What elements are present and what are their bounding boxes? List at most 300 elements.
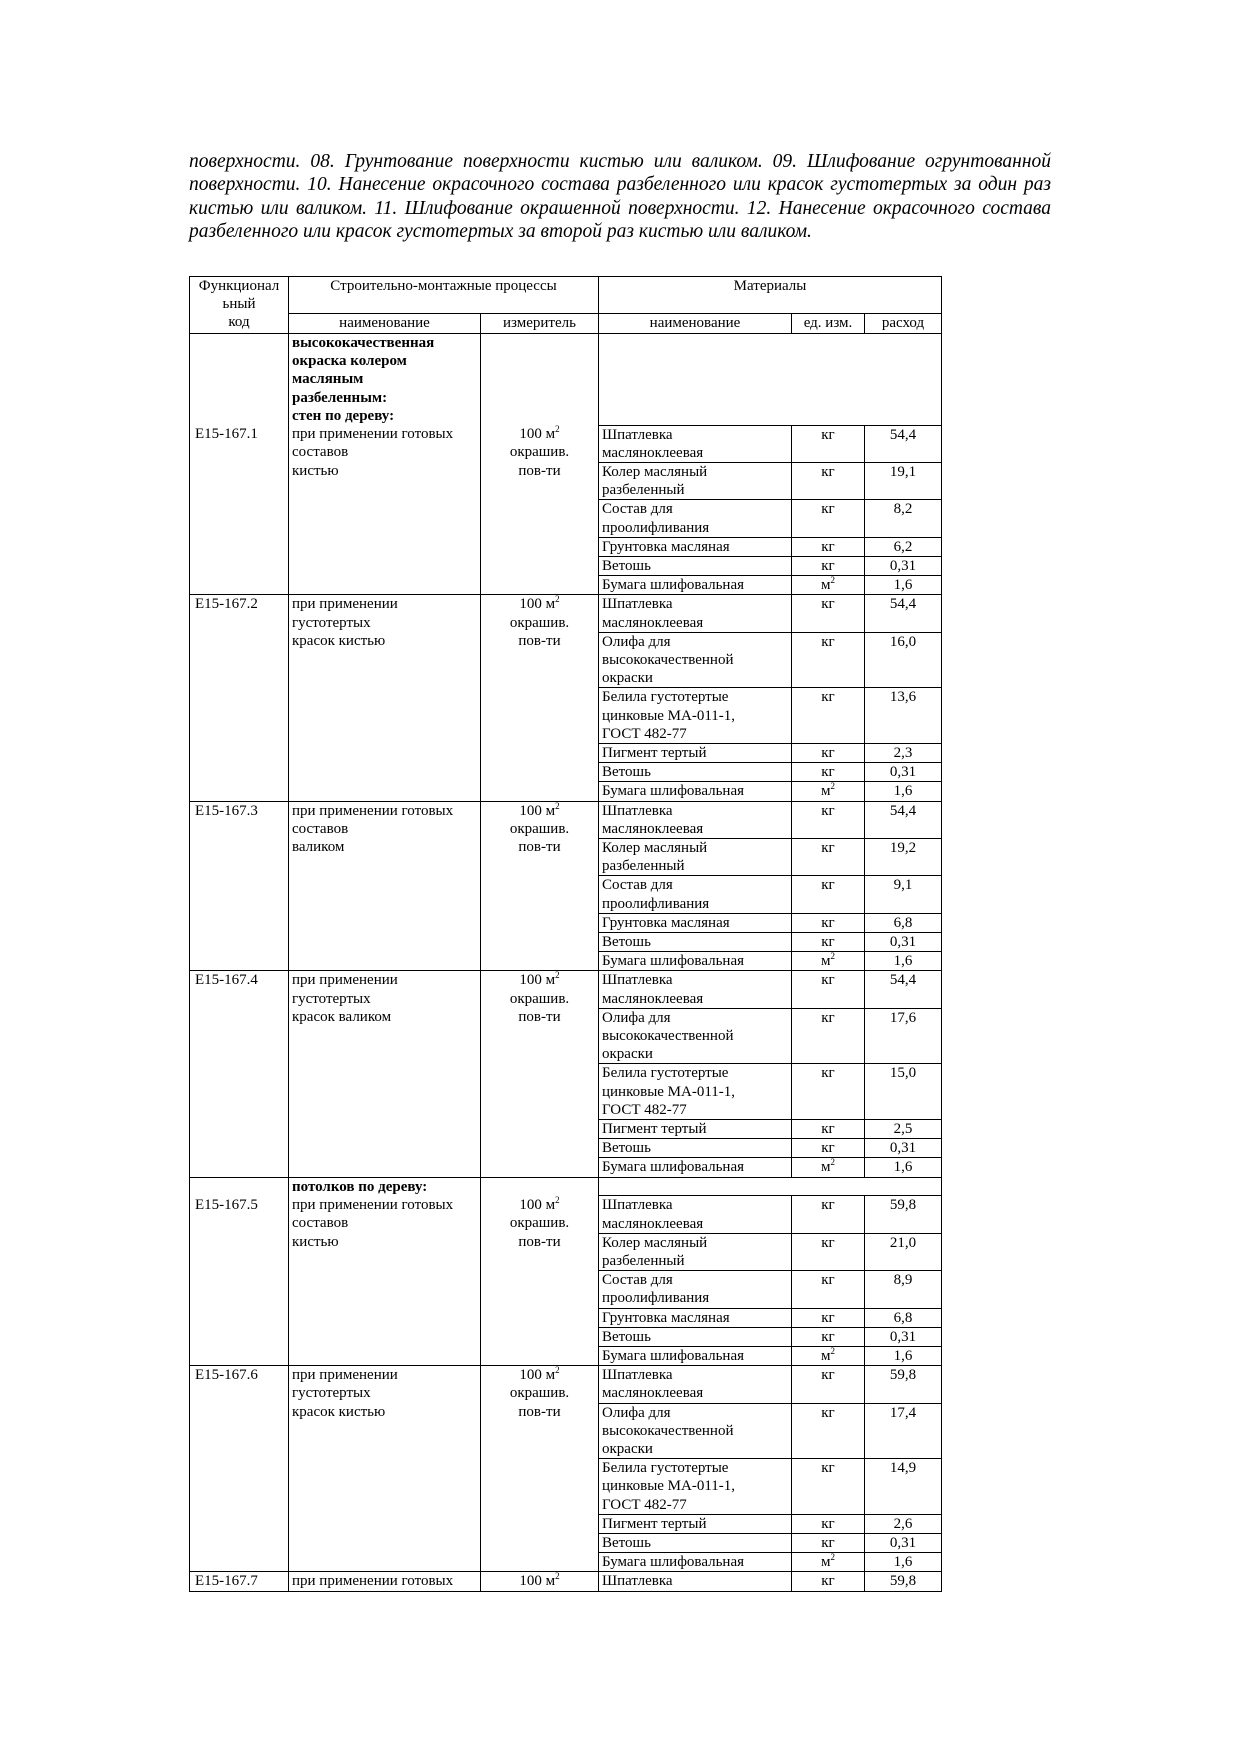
material-name-line: проолифливания xyxy=(602,1290,710,1307)
func-code: Е15-167.3 xyxy=(190,801,289,838)
measure-cell-empty xyxy=(481,688,599,744)
measure-cell-empty xyxy=(481,763,599,782)
measure-line xyxy=(484,1196,595,1214)
unit-text: м xyxy=(821,1347,831,1364)
material-name xyxy=(599,838,792,875)
material-name-line: Пигмент тертый xyxy=(602,1515,707,1532)
unit-text: кг xyxy=(821,633,835,650)
material-name-line: Бумага шлифовальная xyxy=(602,953,745,970)
process-cell-empty xyxy=(289,1403,481,1459)
unit-text: м xyxy=(821,953,831,970)
process-line: составов xyxy=(292,820,349,837)
material-unit xyxy=(792,1271,865,1308)
table-row xyxy=(190,1534,942,1553)
material-name xyxy=(599,1553,792,1572)
unit-text: кг xyxy=(821,1460,835,1477)
section-heading-walls xyxy=(289,334,481,426)
material-unit xyxy=(792,1366,865,1403)
material-name-line: Пигмент тертый xyxy=(602,1121,707,1138)
material-unit xyxy=(792,556,865,575)
material-name-line: цинковые МА-011-1, xyxy=(602,707,736,724)
measure-sup: 2 xyxy=(555,970,560,981)
unit-text: кг xyxy=(821,1197,835,1214)
material-name-line: Грунтовка масляная xyxy=(602,914,730,931)
process-cell-empty xyxy=(289,876,481,913)
code-cell-empty xyxy=(190,556,289,575)
process-name xyxy=(289,1366,481,1403)
material-quantity: 0,31 xyxy=(865,1534,942,1553)
material-quantity: 19,1 xyxy=(865,462,942,499)
code-cell-empty xyxy=(190,952,289,971)
process-cell-empty xyxy=(289,763,481,782)
process-cell-empty xyxy=(289,1158,481,1177)
material-quantity: 8,2 xyxy=(865,500,942,537)
material-unit xyxy=(792,1572,865,1591)
code-cell-empty xyxy=(190,1346,289,1365)
code-cell-empty xyxy=(190,632,289,688)
material-name-line: масляноклеевая xyxy=(602,614,704,631)
code-cell-empty xyxy=(190,1553,289,1572)
material-quantity: 8,9 xyxy=(865,1271,942,1308)
table-row xyxy=(190,1271,942,1308)
table-row xyxy=(190,1064,942,1120)
material-name-line: Олифа для xyxy=(602,1009,671,1026)
process-cell-empty xyxy=(289,1139,481,1158)
table-row xyxy=(190,876,942,913)
process-line: кистью xyxy=(292,463,339,480)
measure-line: окрашив. xyxy=(509,614,570,631)
table-row xyxy=(190,1553,942,1572)
material-quantity: 1,6 xyxy=(865,1553,942,1572)
measure-line: пов-ти xyxy=(518,1234,561,1251)
table-row xyxy=(190,632,942,688)
materials-cell-empty xyxy=(599,334,942,426)
process-cell-empty xyxy=(289,1308,481,1327)
process-line: красок валиком xyxy=(292,1009,392,1026)
process-cell-empty xyxy=(289,743,481,762)
measure-line xyxy=(484,1366,595,1384)
measure-cell-empty xyxy=(481,500,599,537)
code-cell-empty xyxy=(190,1271,289,1308)
material-name xyxy=(599,688,792,744)
unit-text: кг xyxy=(821,538,835,555)
process-cell-empty xyxy=(289,1346,481,1365)
code-cell-empty xyxy=(190,1233,289,1270)
table-row xyxy=(190,1514,942,1533)
measure-text: 100 м xyxy=(519,972,556,989)
material-name xyxy=(599,1459,792,1515)
material-unit xyxy=(792,1196,865,1233)
process-measure xyxy=(481,1572,599,1591)
measure-cell-empty xyxy=(481,1158,599,1177)
material-name-line: высококачественной xyxy=(602,1028,734,1045)
table-row xyxy=(190,1366,942,1403)
measure-sup: 2 xyxy=(555,424,560,435)
unit-text: кг xyxy=(821,802,835,819)
material-quantity: 9,1 xyxy=(865,876,942,913)
func-code: Е15-167.4 xyxy=(190,971,289,1008)
material-unit xyxy=(792,743,865,762)
material-name xyxy=(599,556,792,575)
material-name-line: высококачественной xyxy=(602,651,734,668)
process-line: при применении xyxy=(292,596,398,613)
code-cell-empty xyxy=(190,1459,289,1515)
material-name xyxy=(599,933,792,952)
material-name-line: Состав для xyxy=(602,501,673,518)
material-quantity: 21,0 xyxy=(865,1233,942,1270)
material-quantity: 17,4 xyxy=(865,1403,942,1459)
material-name xyxy=(599,1064,792,1120)
process-cell-empty xyxy=(289,688,481,744)
material-name-line: Ветошь xyxy=(602,934,651,950)
material-name-line: Ветошь xyxy=(602,1328,651,1345)
func-code: Е15-167.5 xyxy=(190,1196,289,1233)
measure-text: 100 м xyxy=(519,802,556,819)
measure-line: пов-ти xyxy=(518,1009,561,1026)
code-cell-empty xyxy=(190,876,289,913)
unit-text: кг xyxy=(821,1535,835,1551)
material-unit xyxy=(792,838,865,875)
material-name xyxy=(599,1534,792,1553)
process-measure xyxy=(481,1366,599,1403)
material-unit xyxy=(792,876,865,913)
process-name xyxy=(289,971,481,1008)
process-line: густотертых xyxy=(292,1385,371,1402)
code-cell-empty xyxy=(190,913,289,932)
process-cell-empty xyxy=(289,1064,481,1120)
unit-text: кг xyxy=(821,557,835,574)
measure-cell-empty xyxy=(481,1233,599,1270)
measure-cell-empty xyxy=(481,462,599,499)
process-line: при применении готовых xyxy=(292,1196,454,1213)
material-quantity: 17,6 xyxy=(865,1008,942,1064)
material-name-line: ГОСТ 482-77 xyxy=(602,1496,687,1513)
process-cell-empty xyxy=(289,933,481,952)
material-name-line: Белила густотертые xyxy=(602,689,729,706)
code-cell-empty xyxy=(190,537,289,556)
material-name xyxy=(599,1139,792,1158)
code-cell-empty xyxy=(190,1327,289,1346)
material-quantity: 54,4 xyxy=(865,595,942,632)
table-row xyxy=(190,1196,942,1233)
measure-cell-empty xyxy=(481,1346,599,1365)
material-name-line: Олифа для xyxy=(602,633,671,650)
process-cell-empty xyxy=(289,462,481,499)
material-unit xyxy=(792,1064,865,1120)
unit-sup: 2 xyxy=(830,781,835,792)
unit-sup: 2 xyxy=(830,1157,835,1168)
process-cell-empty xyxy=(289,632,481,688)
material-quantity: 16,0 xyxy=(865,632,942,688)
table-row xyxy=(190,1158,942,1177)
func-code: Е15-167.1 xyxy=(190,425,289,462)
material-name-line: Шпатлевка xyxy=(602,596,673,613)
process-cell-empty xyxy=(289,1534,481,1553)
material-quantity: 6,8 xyxy=(865,913,942,932)
unit-text: м xyxy=(821,1159,831,1176)
material-name-line: Колер масляный xyxy=(602,1234,708,1251)
measure-line: окрашив. xyxy=(509,990,570,1007)
measure-line xyxy=(484,1572,595,1590)
material-name-line: ГОСТ 482-77 xyxy=(602,725,687,742)
measure-cell-empty xyxy=(481,1308,599,1327)
material-name-line: Бумага шлифовальная xyxy=(602,577,745,594)
measure-line: пов-ти xyxy=(518,463,561,480)
header-processes: Строительно-монтажные процессы xyxy=(289,277,599,314)
material-name-line: проолифливания xyxy=(602,895,710,912)
table-row xyxy=(190,1403,942,1459)
unit-text: кг xyxy=(821,1367,835,1384)
material-quantity: 0,31 xyxy=(865,763,942,782)
material-name-line: Шпатлевка xyxy=(602,1573,673,1590)
section-heading-row xyxy=(190,1177,942,1196)
section-heading-line: потолков по дереву: xyxy=(292,1178,428,1195)
measure-cell-empty xyxy=(481,537,599,556)
process-name xyxy=(289,1572,481,1591)
table-row xyxy=(190,763,942,782)
material-name xyxy=(599,1346,792,1365)
material-quantity: 2,5 xyxy=(865,1120,942,1139)
material-name-line: масляноклеевая xyxy=(602,1215,704,1232)
header-func-code: Функционал ьный код xyxy=(190,277,289,334)
code-cell-empty xyxy=(190,763,289,782)
measure-line: окрашив. xyxy=(509,1385,570,1402)
process-line: кистью xyxy=(292,1234,339,1251)
measure-cell-empty xyxy=(481,913,599,932)
measure-sup: 2 xyxy=(555,1194,560,1205)
material-name-line: масляноклеевая xyxy=(602,820,704,837)
measure-cell-empty xyxy=(481,782,599,801)
table-row xyxy=(190,782,942,801)
measure-line: окрашив. xyxy=(509,444,570,461)
material-name-line: Грунтовка масляная xyxy=(602,1309,730,1326)
material-quantity: 0,31 xyxy=(865,1327,942,1346)
code-cell-empty xyxy=(190,462,289,499)
material-unit xyxy=(792,1534,865,1553)
measure-cell-empty xyxy=(481,1327,599,1346)
table-row xyxy=(190,1233,942,1270)
code-cell-empty xyxy=(190,838,289,875)
table-row xyxy=(190,1120,942,1139)
measure-cell-empty xyxy=(481,933,599,952)
unit-text: кг xyxy=(821,1121,835,1138)
process-cell-empty xyxy=(289,1233,481,1270)
func-code: Е15-167.6 xyxy=(190,1366,289,1403)
table-row xyxy=(190,1327,942,1346)
material-name-line: ГОСТ 482-77 xyxy=(602,1101,687,1118)
material-quantity: 0,31 xyxy=(865,1139,942,1158)
material-unit xyxy=(792,576,865,595)
unit-text: кг xyxy=(821,1328,835,1345)
measure-sup: 2 xyxy=(555,800,560,811)
subheader-name: наименование xyxy=(289,314,481,334)
material-quantity: 54,4 xyxy=(865,425,942,462)
measure-text: 100 м xyxy=(519,1367,556,1384)
table-row xyxy=(190,971,942,1008)
material-unit xyxy=(792,595,865,632)
measure-line: пов-ти xyxy=(518,633,561,650)
measure-line: пов-ти xyxy=(518,839,561,856)
unit-text: кг xyxy=(821,744,835,761)
unit-text: кг xyxy=(821,839,835,856)
material-name-line: разбеленный xyxy=(602,482,685,499)
material-name xyxy=(599,1158,792,1177)
process-cell-empty xyxy=(289,1327,481,1346)
material-name-line: Бумага шлифовальная xyxy=(602,1347,745,1364)
process-cell-empty xyxy=(289,913,481,932)
process-measure xyxy=(481,801,599,838)
section-heading-line: масляным xyxy=(292,371,364,388)
process-line: составов xyxy=(292,1215,349,1232)
material-name-line: Белила густотертые xyxy=(602,1065,729,1082)
material-name-line: цинковые МА-011-1, xyxy=(602,1478,736,1495)
process-cell-empty xyxy=(289,1459,481,1515)
table-row xyxy=(190,425,942,462)
material-name xyxy=(599,971,792,1008)
unit-text: кг xyxy=(821,1309,835,1326)
material-quantity: 15,0 xyxy=(865,1064,942,1120)
code-cell-empty xyxy=(190,688,289,744)
material-quantity: 6,2 xyxy=(865,537,942,556)
material-name-line: окраски xyxy=(602,1046,653,1063)
material-name xyxy=(599,500,792,537)
section-heading-line: окраска колером xyxy=(292,353,407,370)
code-cell-empty xyxy=(190,1534,289,1553)
unit-text: кг xyxy=(821,764,835,781)
table-row xyxy=(190,500,942,537)
process-cell-empty xyxy=(289,1271,481,1308)
material-quantity: 2,6 xyxy=(865,1514,942,1533)
measure-sup: 2 xyxy=(555,1571,560,1582)
measure-cell-empty xyxy=(481,1008,599,1064)
unit-text: кг xyxy=(821,1140,835,1157)
unit-text: кг xyxy=(821,1009,835,1026)
material-name-line: Бумага шлифовальная xyxy=(602,1554,745,1571)
measure-line: окрашив. xyxy=(509,1215,570,1232)
material-quantity: 1,6 xyxy=(865,952,942,971)
table-row xyxy=(190,576,942,595)
material-quantity: 54,4 xyxy=(865,971,942,1008)
process-cell-empty xyxy=(289,1514,481,1533)
material-name-line: Состав для xyxy=(602,877,673,894)
code-cell-empty xyxy=(190,1064,289,1120)
measure-line: окрашив. xyxy=(509,820,570,837)
material-unit xyxy=(792,425,865,462)
material-unit xyxy=(792,1514,865,1533)
material-name-line: окраски xyxy=(602,1440,653,1457)
material-name-line: масляноклеевая xyxy=(602,1385,704,1402)
measure-cell-empty xyxy=(481,1553,599,1572)
subheader-measure: измеритель xyxy=(481,314,599,334)
process-line: при применении xyxy=(292,1367,398,1384)
measure-cell-empty xyxy=(481,1459,599,1515)
code-cell-empty xyxy=(190,1403,289,1459)
process-cell-empty xyxy=(289,782,481,801)
material-name xyxy=(599,462,792,499)
material-unit xyxy=(792,462,865,499)
material-name xyxy=(599,913,792,932)
material-name xyxy=(599,763,792,782)
material-name xyxy=(599,595,792,632)
material-unit xyxy=(792,913,865,932)
process-name xyxy=(289,595,481,632)
material-name xyxy=(599,1327,792,1346)
code-cell-empty xyxy=(190,782,289,801)
process-name xyxy=(289,1196,481,1233)
material-unit xyxy=(792,782,865,801)
material-name xyxy=(599,425,792,462)
unit-sup: 2 xyxy=(830,1345,835,1356)
measure-line xyxy=(484,425,595,443)
unit-text: кг xyxy=(821,689,835,706)
measure-cell-empty xyxy=(481,1177,599,1196)
material-unit xyxy=(792,1120,865,1139)
measure-line xyxy=(484,595,595,613)
material-name-line: Колер масляный xyxy=(602,839,708,856)
section-heading-ceilings xyxy=(289,1177,481,1196)
material-name-line: Грунтовка масляная xyxy=(602,538,730,555)
measure-text: 100 м xyxy=(519,1573,556,1590)
table-row xyxy=(190,838,942,875)
table-row xyxy=(190,462,942,499)
material-name xyxy=(599,952,792,971)
norms-table xyxy=(189,276,942,1592)
process-cell-empty xyxy=(289,556,481,575)
material-quantity: 54,4 xyxy=(865,801,942,838)
section-heading-line: стен по дереву: xyxy=(292,407,395,424)
process-cell-empty xyxy=(289,1553,481,1572)
material-name-line: Ветошь xyxy=(602,764,651,781)
table-row xyxy=(190,1572,942,1591)
table-row xyxy=(190,1008,942,1064)
material-name-line: Шпатлевка xyxy=(602,972,673,989)
func-code: Е15-167.7 xyxy=(190,1572,289,1591)
material-quantity: 19,2 xyxy=(865,838,942,875)
table-row xyxy=(190,1346,942,1365)
process-cell-empty xyxy=(289,537,481,556)
material-name-line: проолифливания xyxy=(602,519,710,536)
material-name xyxy=(599,1233,792,1270)
process-name xyxy=(289,801,481,838)
material-unit xyxy=(792,1008,865,1064)
materials-cell-empty xyxy=(599,1177,942,1196)
material-quantity: 2,3 xyxy=(865,743,942,762)
material-name-line: Ветошь xyxy=(602,557,651,574)
process-measure xyxy=(481,971,599,1008)
process-cell-empty xyxy=(289,1120,481,1139)
material-unit xyxy=(792,1139,865,1158)
material-unit xyxy=(792,1233,865,1270)
measure-cell-empty xyxy=(481,1403,599,1459)
unit-text: м xyxy=(821,577,831,594)
unit-text: м xyxy=(821,1554,831,1571)
process-line: красок кистью xyxy=(292,633,386,650)
unit-text: кг xyxy=(821,1573,835,1590)
code-cell-empty xyxy=(190,1120,289,1139)
process-cell-empty xyxy=(289,1008,481,1064)
process-measure xyxy=(481,425,599,462)
measure-cell-empty xyxy=(481,1534,599,1553)
measure-line xyxy=(484,971,595,989)
table-row xyxy=(190,913,942,932)
code-cell-empty xyxy=(190,500,289,537)
unit-text: м xyxy=(821,783,831,800)
section-heading-line: разбеленным: xyxy=(292,389,388,406)
material-unit xyxy=(792,688,865,744)
material-name xyxy=(599,1120,792,1139)
code-cell-empty xyxy=(190,1177,289,1196)
measure-cell-empty xyxy=(481,556,599,575)
